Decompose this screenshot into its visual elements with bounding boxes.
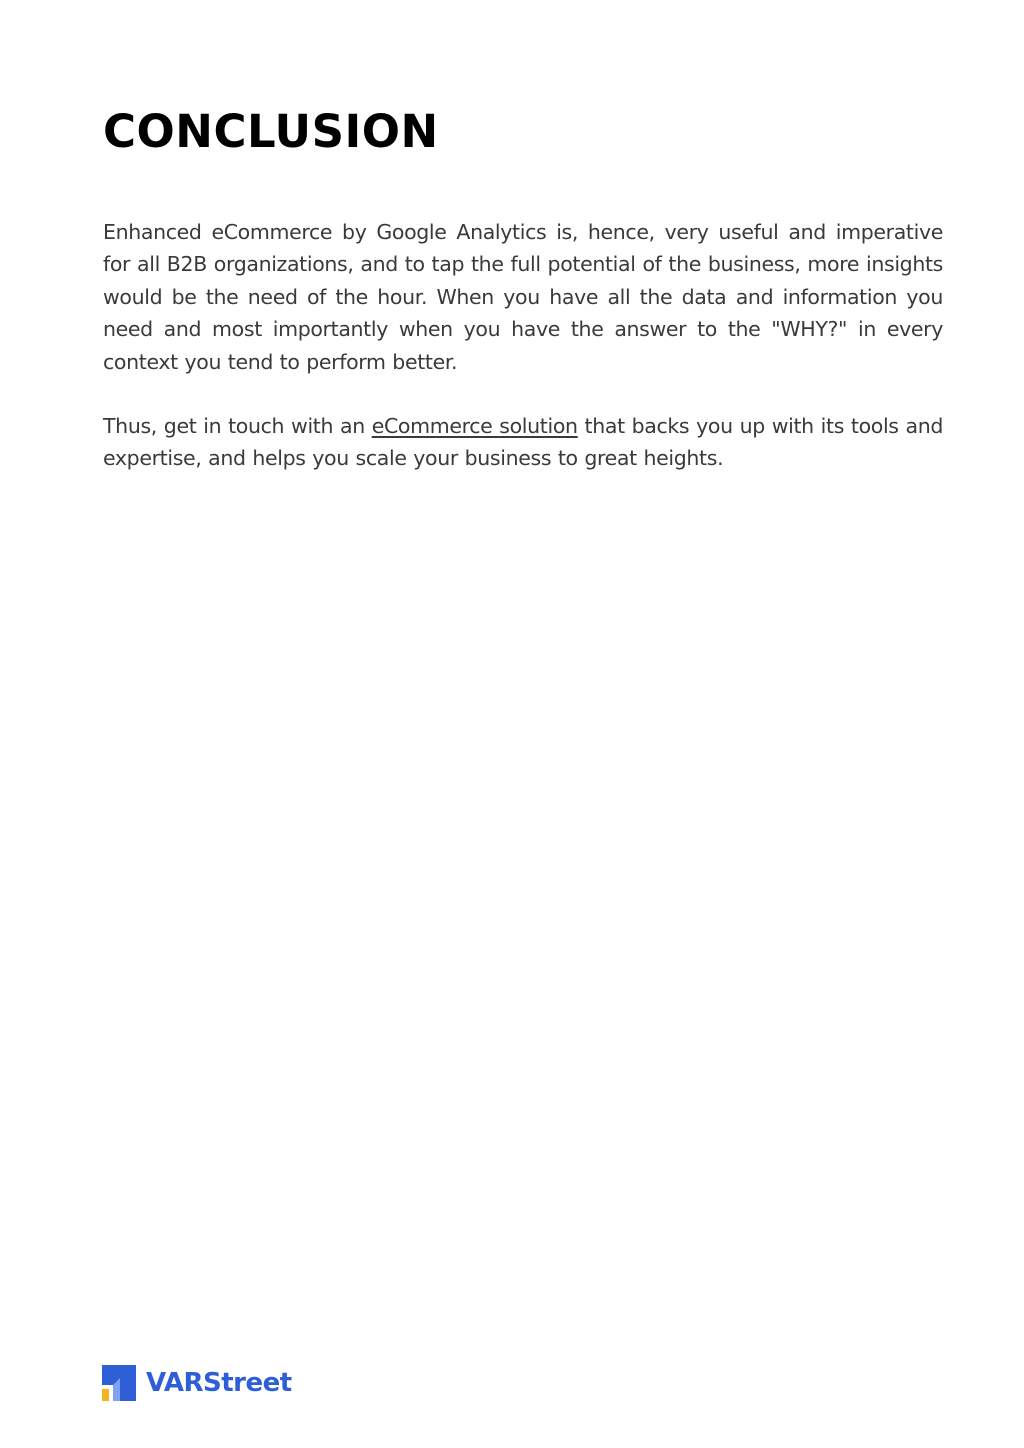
- paragraph-call-to-action: [103, 410, 943, 475]
- paragraph-intro: Enhanced eCommerce by Google Analytics is, hence, very useful and imperative for all B2B organizations, and to tap the full potential of the business, more insights would be the need of the hour. When you have all the data and information you need and most importantly when you have the answer to the "WHY?" in every context you tend to perform better.: [103, 220, 943, 374]
- ecommerce-solution-link[interactable]: eCommerce solution: [371, 414, 578, 438]
- logo-wordmark: VARStreet: [146, 1368, 292, 1398]
- paragraph-text-before-link: Thus, get in touch with an: [103, 414, 372, 438]
- varstreet-logo-icon: [102, 1365, 136, 1401]
- page-title: CONCLUSION: [103, 105, 439, 158]
- paragraph-text-after-link: that backs you up with its tools and expertise, and helps you scale your business to great heights.: [103, 414, 944, 471]
- varstreet-logo: [102, 1364, 292, 1402]
